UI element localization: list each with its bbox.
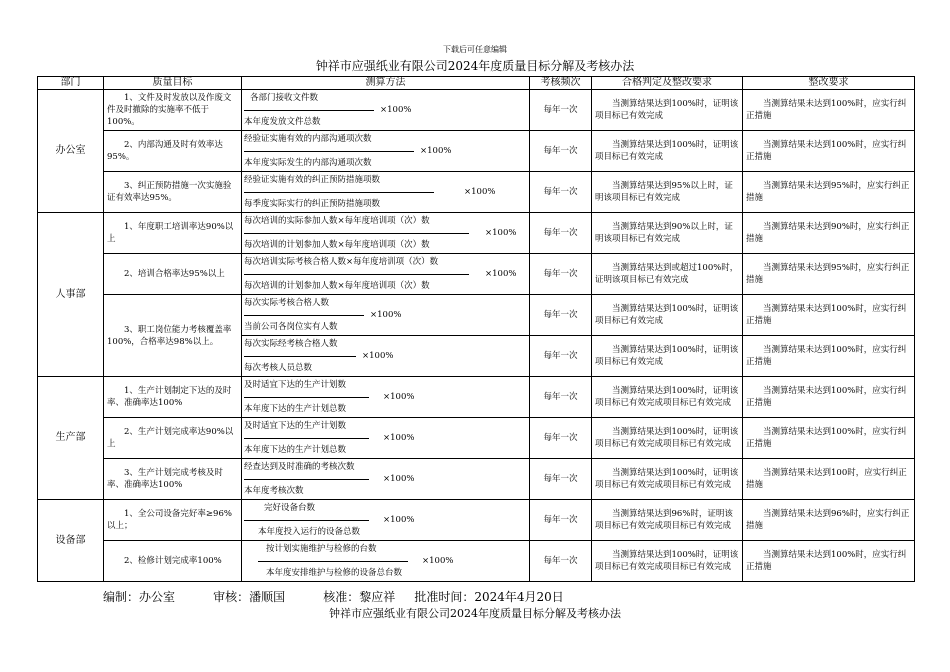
table-row — [38, 213, 915, 254]
judgement-cell: 当测算结果达到100%时，证明该项目标已有效完成 — [592, 131, 743, 172]
correction-cell: 当测算结果未达到90%时，应实行纠正措施 — [743, 213, 915, 254]
denominator: 本年度发放文件总数 — [244, 117, 321, 127]
percent-label: ×100% — [383, 474, 415, 484]
percent-label: ×100% — [485, 228, 517, 238]
goal-cell: 2、生产计划完成率达90%以上 — [104, 418, 242, 459]
method-cell — [242, 500, 530, 541]
percent-label: ×100% — [485, 269, 517, 279]
percent-label: ×100% — [464, 187, 496, 197]
judgement-cell: 当测算结果达到100%时，证明该项目标已有效完成项目标已有效完成 — [592, 541, 743, 582]
goal-cell: 2、检修计划完成率100% — [104, 541, 242, 582]
dept-cell: 办公室 — [38, 90, 104, 213]
method-cell — [242, 295, 530, 336]
frequency-cell: 每年一次 — [530, 377, 592, 418]
correction-cell: 当测算结果未达到100%时，应实行纠正措施 — [743, 90, 915, 131]
correction-cell: 当测算结果未达到100%时，应实行纠正措施 — [743, 295, 915, 336]
numerator: 按计划实施维护与检修的台数 — [266, 544, 377, 554]
percent-label: ×100% — [422, 556, 454, 566]
judgement-cell: 当测算结果达到90%以上时，证明该项目标已有效完成 — [592, 213, 743, 254]
correction-cell: 当测算结果未达到100时，应实行纠正措施 — [743, 459, 915, 500]
percent-label: ×100% — [420, 146, 452, 156]
judgement-cell: 当测算结果达到100%时，证明该项目标已有效完成 — [592, 90, 743, 131]
header-goal: 质量目标 — [104, 77, 242, 90]
frequency-cell: 每年一次 — [530, 90, 592, 131]
goal-cell: 1、年度职工培训率达90%以上 — [104, 213, 242, 254]
header-method: 测算方法 — [242, 77, 530, 90]
header-judgement: 合格判定及整改要求 — [592, 77, 743, 90]
goal-cell: 3、职工岗位能力考核覆盖率100%，合格率达98%以上。 — [104, 295, 242, 377]
correction-cell: 当测算结果未达到100%时，应实行纠正措施 — [743, 377, 915, 418]
table-row — [38, 459, 915, 500]
denominator: 本年度下达的生产计划总数 — [244, 404, 347, 414]
numerator: 每次实际经考核合格人数 — [244, 339, 338, 349]
header-dept: 部门 — [38, 77, 104, 90]
method-cell — [242, 336, 530, 377]
denominator: 本年度安排维护与检修的设备总台数 — [266, 568, 403, 578]
bottom-title: 钟祥市应强纸业有限公司2024年度质量目标分解及考核办法 — [329, 607, 621, 620]
numerator: 完好设备台数 — [264, 503, 316, 513]
denominator: 每次培训的计划参加人数×每年度培训项（次）数 — [244, 281, 430, 291]
denominator: 本年度下达的生产计划总数 — [244, 445, 347, 455]
goal-cell: 2、培训合格率达95%以上 — [104, 254, 242, 295]
dept-cell: 人事部 — [38, 213, 104, 377]
method-cell — [242, 541, 530, 582]
table-row — [38, 418, 915, 459]
frequency-cell: 每年一次 — [530, 541, 592, 582]
goal-cell: 3、纠正预防措施一次实施验证有效率达95%。 — [104, 172, 242, 213]
quality-goal-table — [37, 76, 915, 582]
goal-cell: 2、内部沟通及时有效率达95%。 — [104, 131, 242, 172]
numerator: 每次实际考核合格人数 — [244, 298, 330, 308]
header-frequency: 考核频次 — [530, 77, 592, 90]
table-row — [38, 131, 915, 172]
method-cell — [242, 418, 530, 459]
correction-cell: 当测算结果未达到96%时，应实行纠正措施 — [743, 500, 915, 541]
numerator: 经查达到及时准确的考核次数 — [244, 462, 355, 472]
frequency-cell: 每年一次 — [530, 459, 592, 500]
method-cell — [242, 459, 530, 500]
correction-cell: 当测算结果未达到100%时，应实行纠正措施 — [743, 541, 915, 582]
frequency-cell: 每年一次 — [530, 418, 592, 459]
numerator: 及时适宜下达的生产计划数 — [244, 380, 347, 390]
denominator: 本年度实际发生的内部沟通项次数 — [244, 158, 372, 168]
goal-cell: 1、生产计划制定下达的及时率、准确率达100% — [104, 377, 242, 418]
header-correction: 整改要求 — [743, 77, 915, 90]
frequency-cell: 每年一次 — [530, 213, 592, 254]
header-row — [38, 77, 915, 90]
frequency-cell: 每年一次 — [530, 172, 592, 213]
table-row — [38, 377, 915, 418]
percent-label: ×100% — [383, 433, 415, 443]
method-cell — [242, 254, 530, 295]
table-row — [38, 541, 915, 582]
denominator: 每次考核人员总数 — [244, 363, 313, 373]
correction-cell: 当测算结果未达到95%时，应实行纠正措施 — [743, 172, 915, 213]
judgement-cell: 当测算结果达到96%时，证明该项目标已有效完成项目标已有效完成 — [592, 500, 743, 541]
frequency-cell: 每年一次 — [530, 295, 592, 336]
method-cell — [242, 90, 530, 131]
table-row — [38, 90, 915, 131]
numerator: 每次培训实际考核合格人数×每年度培训项（次）数 — [244, 257, 439, 267]
method-cell — [242, 213, 530, 254]
numerator: 及时适宜下达的生产计划数 — [244, 421, 347, 431]
goal-cell: 3、生产计划完成考核及时率、准确率达100% — [104, 459, 242, 500]
signature-footer: 编制：办公室 审核：潘顺国 核准：黎应祥 批准时间：2024年4月20日 — [103, 590, 564, 604]
correction-cell: 当测算结果未达到95%时，应实行纠正措施 — [743, 254, 915, 295]
frequency-cell: 每年一次 — [530, 500, 592, 541]
denominator: 本年度考核次数 — [244, 486, 304, 496]
top-note: 下载后可任意编辑 — [443, 45, 507, 54]
numerator: 各部门接收文件数 — [250, 93, 319, 103]
correction-cell: 当测算结果未达到100%时，应实行纠正措施 — [743, 131, 915, 172]
judgement-cell: 当测算结果达到100%时，证明该项目标已有效完成 — [592, 336, 743, 377]
frequency-cell: 每年一次 — [530, 336, 592, 377]
method-cell — [242, 131, 530, 172]
judgement-cell: 当测算结果达到95%以上时，证明该项目标已有效完成 — [592, 172, 743, 213]
denominator: 每季度实际实行的纠正预防措施项数 — [244, 199, 381, 209]
numerator: 每次培训的实际参加人数×每年度培训项（次）数 — [244, 216, 430, 226]
percent-label: ×100% — [383, 515, 415, 525]
percent-label: ×100% — [383, 392, 415, 402]
table-row — [38, 500, 915, 541]
table-row — [38, 295, 915, 336]
method-cell — [242, 172, 530, 213]
denominator: 每次培训的计划参加人数×每年度培训项（次）数 — [244, 240, 430, 250]
frequency-cell: 每年一次 — [530, 131, 592, 172]
judgement-cell: 当测算结果达到100%时，证明该项目标已有效完成项目标已有效完成 — [592, 418, 743, 459]
method-cell — [242, 377, 530, 418]
percent-label: ×100% — [380, 105, 412, 115]
judgement-cell: 当测算结果达到100%时，证明该项目标已有效完成项目标已有效完成 — [592, 377, 743, 418]
dept-cell: 设备部 — [38, 500, 104, 582]
denominator: 本年度投入运行的设备总数 — [258, 527, 361, 537]
correction-cell: 当测算结果未达到100%时，应实行纠正措施 — [743, 336, 915, 377]
denominator: 当前公司各岗位实有人数 — [244, 322, 338, 332]
judgement-cell: 当测算结果达到100%时，证明该项目标已有效完成项目标已有效完成 — [592, 459, 743, 500]
page-title: 钟祥市应强纸业有限公司2024年度质量目标分解及考核办法 — [315, 59, 635, 73]
table-row — [38, 172, 915, 213]
correction-cell: 当测算结果未达到100%时，应实行纠正措施 — [743, 418, 915, 459]
table-row — [38, 254, 915, 295]
goal-cell: 1、文件及时发放以及作废文件及时撤除的实施率不低于100%。 — [104, 90, 242, 131]
percent-label: ×100% — [362, 351, 394, 361]
judgement-cell: 当测算结果达到或超过100%时，证明该项目标已有效完成 — [592, 254, 743, 295]
goal-cell: 1、全公司设备完好率≥96%以上； — [104, 500, 242, 541]
dept-cell: 生产部 — [38, 377, 104, 500]
judgement-cell: 当测算结果达到100%时，证明该项目标已有效完成 — [592, 295, 743, 336]
numerator: 经验证实施有效的内部沟通项次数 — [244, 134, 372, 144]
frequency-cell: 每年一次 — [530, 254, 592, 295]
percent-label: ×100% — [370, 310, 402, 320]
numerator: 经验证实施有效的纠正预防措施项数 — [244, 175, 381, 185]
